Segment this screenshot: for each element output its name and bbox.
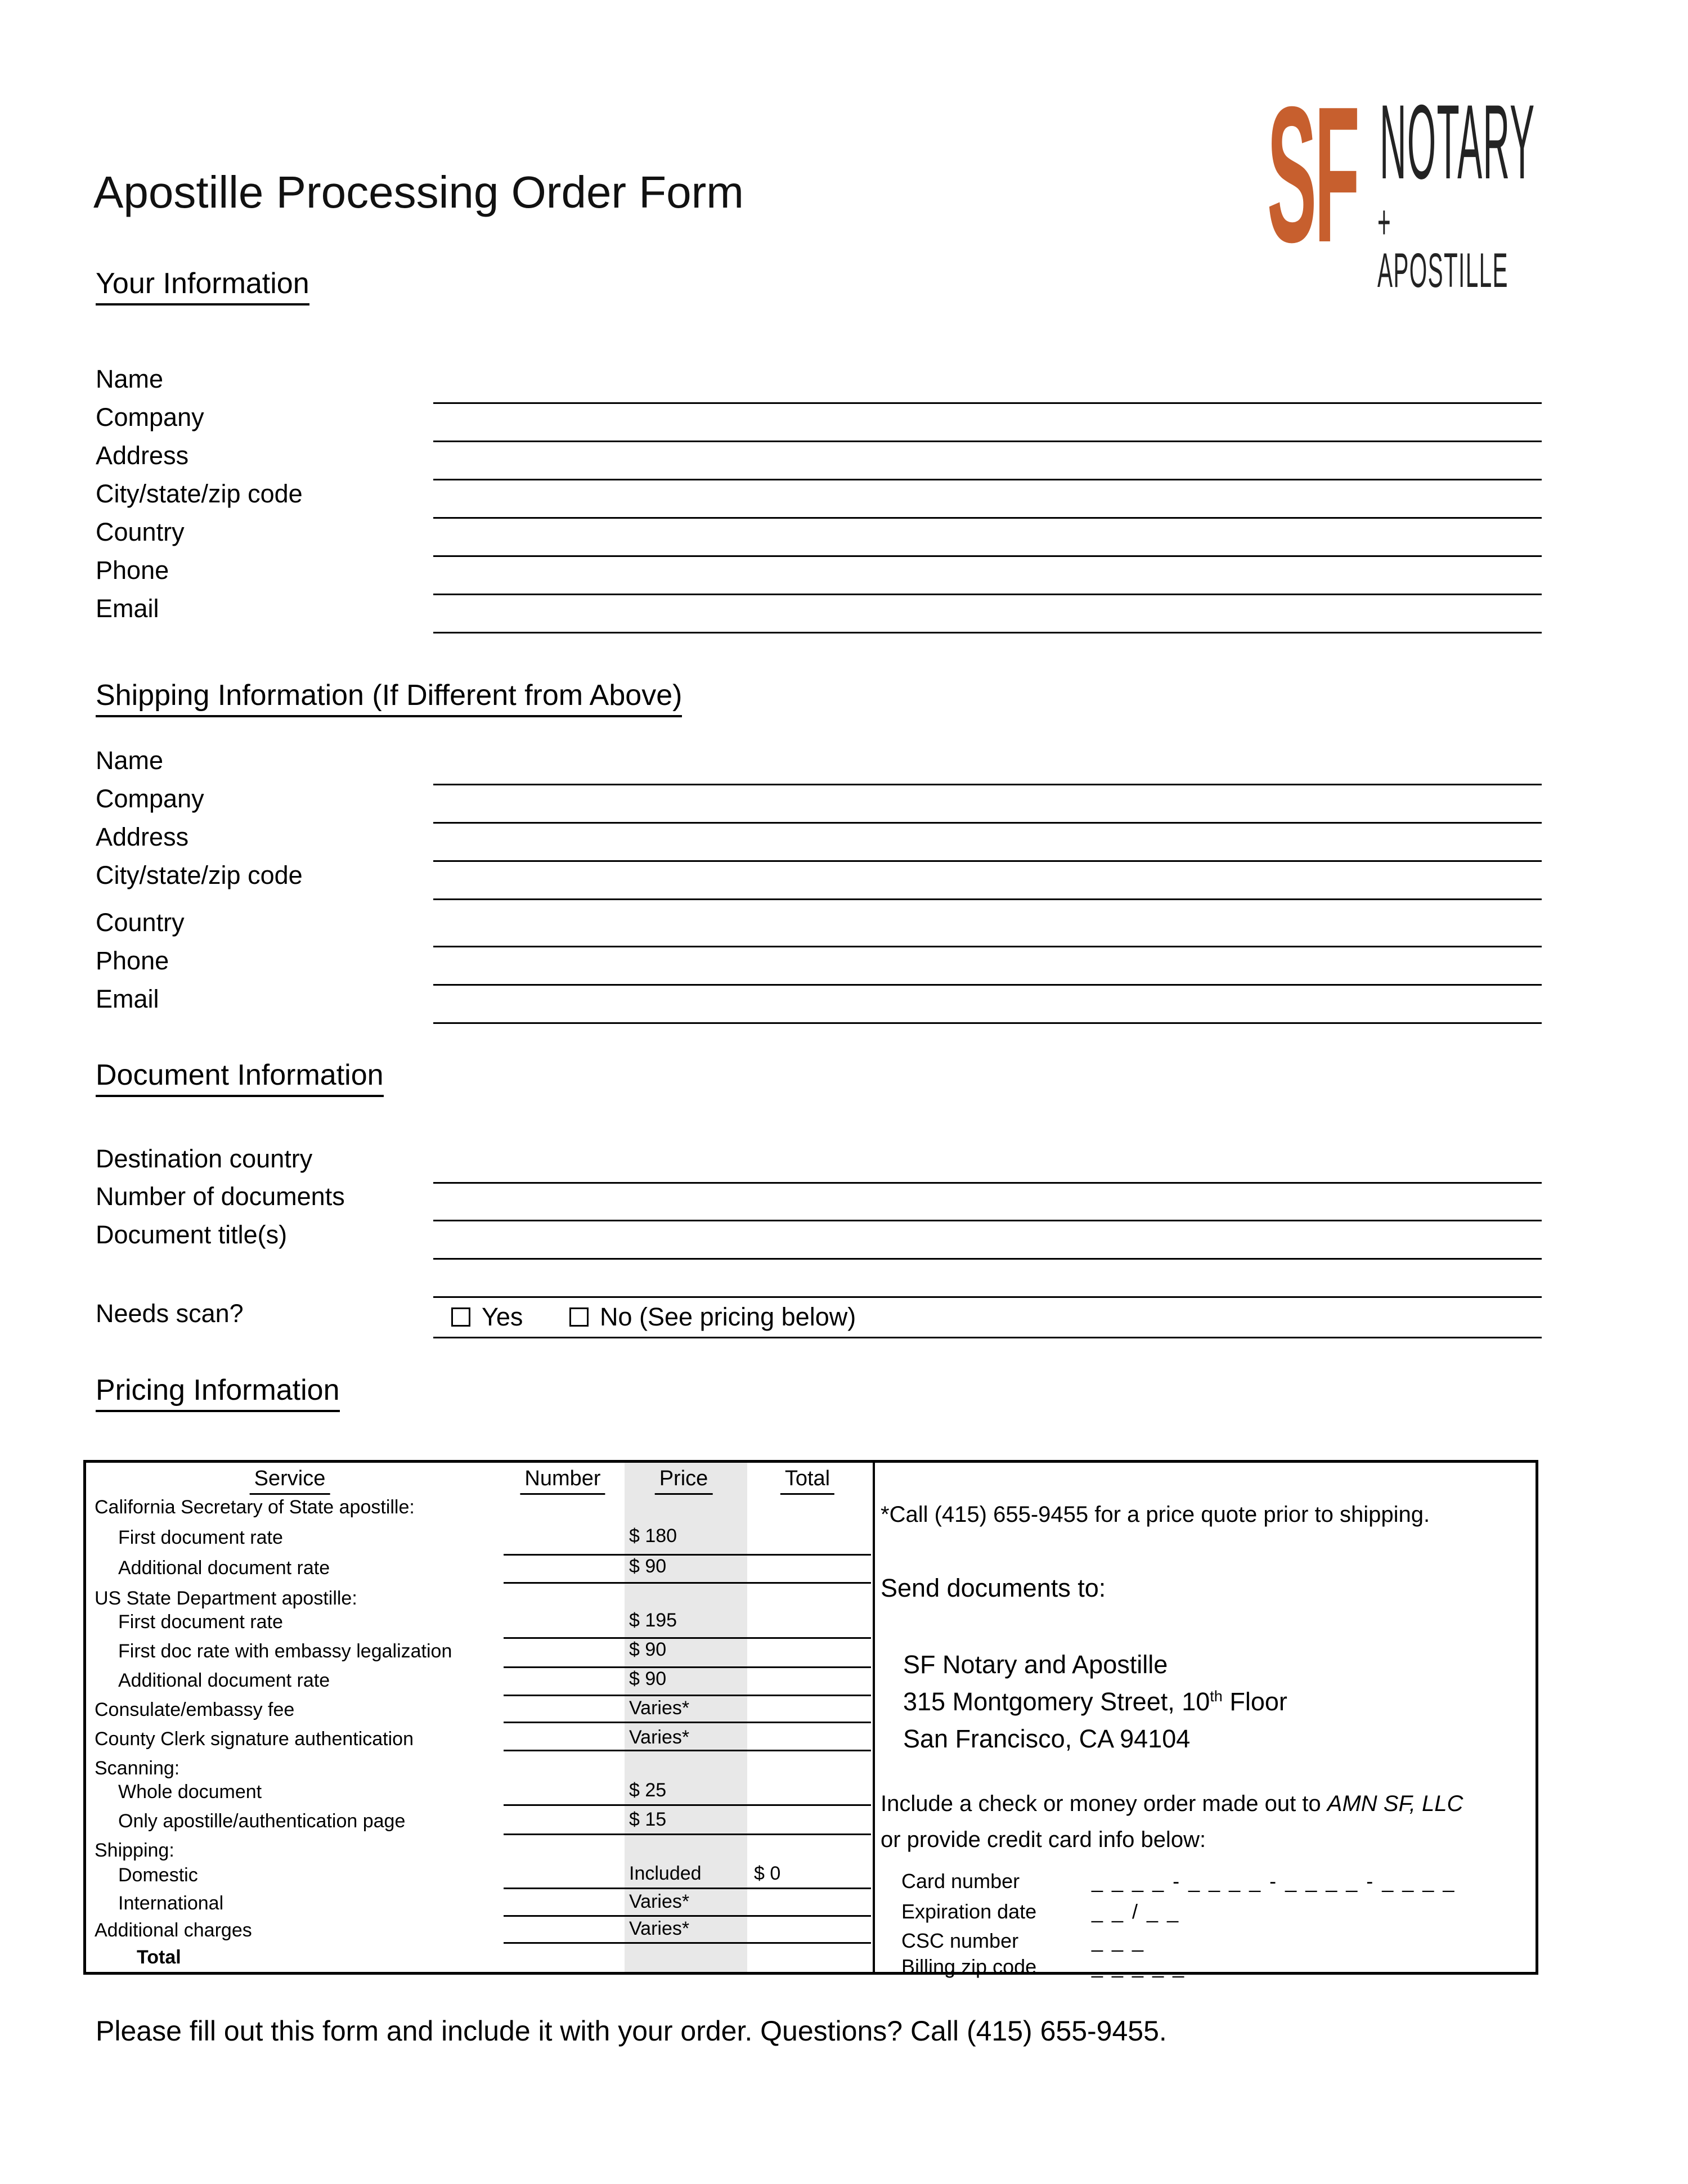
shipping-info-phone-label: Phone	[96, 946, 169, 975]
pricing-information-heading: Pricing Information	[96, 1376, 340, 1412]
your-info-company-input-line[interactable]	[433, 441, 1542, 442]
price-row-service-first-document-rate: First document rate	[118, 1611, 283, 1633]
price-row-number-fill-line-4[interactable]	[504, 1637, 871, 1639]
price-row-service-county-clerk-signature-authentication: County Clerk signature authentication	[95, 1728, 414, 1750]
price-row-price-county-clerk-signature-authentication-8: Varies*	[629, 1727, 690, 1748]
needs-scan-label: Needs scan?	[96, 1299, 244, 1328]
card-field-expiration-date-label: Expiration date	[901, 1900, 1037, 1923]
card-field-billing-zip-code-label: Billing zip code	[901, 1955, 1037, 1978]
payment-instructions-line2: or provide credit card info below:	[881, 1827, 1206, 1852]
price-col-header-number: Number	[520, 1468, 605, 1495]
price-row-price-first-doc-rate-with-embassy-legalization-5: $ 90	[629, 1639, 667, 1660]
shipping-info-city-state-zip-code-input-line[interactable]	[433, 898, 1542, 900]
price-row-number-fill-line-7[interactable]	[504, 1722, 871, 1723]
send-documents-label: Send documents to:	[881, 1574, 1106, 1602]
shipping-info-country-input-line[interactable]	[433, 946, 1542, 947]
document-info-number-of-documents-label: Number of documents	[96, 1182, 345, 1211]
price-row-price-first-document-rate-4: $ 195	[629, 1610, 677, 1631]
price-row-service-additional-charges: Additional charges	[95, 1920, 252, 1941]
price-row-number-fill-line-6[interactable]	[504, 1695, 871, 1696]
your-info-email-label: Email	[96, 594, 159, 623]
pricing-table-border	[83, 1460, 1538, 1978]
price-row-number-fill-line-14[interactable]	[504, 1915, 871, 1917]
price-row-service-scanning: Scanning:	[95, 1758, 180, 1779]
price-row-price-consulate-embassy-fee-7: Varies*	[629, 1697, 690, 1719]
price-row-price-first-document-rate-1: $ 180	[629, 1525, 677, 1547]
shipping-info-name-label: Name	[96, 746, 164, 775]
your-info-name-input-line[interactable]	[433, 402, 1542, 404]
your-info-company-label: Company	[96, 403, 204, 432]
card-field-expiration-date-blank[interactable]: _ _ / _ _	[1092, 1900, 1180, 1923]
payee-name: AMN SF, LLC	[1327, 1791, 1463, 1816]
price-row-number-fill-line-11[interactable]	[504, 1834, 871, 1835]
page-title: Apostille Processing Order Form	[93, 167, 744, 217]
card-field-csc-number-label: CSC number	[901, 1929, 1019, 1952]
shipping-info-company-input-line[interactable]	[433, 822, 1542, 824]
price-row-number-fill-line-5[interactable]	[504, 1666, 871, 1668]
your-info-country-label: Country	[96, 518, 185, 546]
price-row-number-fill-line-13[interactable]	[504, 1888, 871, 1889]
price-row-service-additional-document-rate: Additional document rate	[118, 1670, 330, 1691]
price-row-price-international-14: Varies*	[629, 1891, 690, 1912]
payment-instructions-line1	[881, 1792, 1463, 1815]
mailing-address-name: SF Notary and Apostille	[903, 1650, 1168, 1679]
price-row-price-additional-document-rate-2: $ 90	[629, 1556, 667, 1577]
needs-scan-no-checkbox[interactable]	[569, 1307, 589, 1327]
your-info-city-state-zip-code-label: City/state/zip code	[96, 479, 303, 508]
price-row-price-whole-document-10: $ 25	[629, 1779, 667, 1801]
needs-scan-yes-checkbox[interactable]	[451, 1307, 470, 1327]
price-row-service-domestic: Domestic	[118, 1864, 198, 1886]
document-info-destination-country-input-line[interactable]	[433, 1182, 1542, 1184]
shipping-info-name-input-line[interactable]	[433, 784, 1542, 785]
price-col-header-service: Service	[250, 1468, 330, 1495]
your-info-address-label: Address	[96, 441, 189, 470]
your-info-city-state-zip-code-input-line[interactable]	[433, 517, 1542, 519]
price-row-total-domestic: $ 0	[754, 1863, 781, 1884]
shipping-info-email-label: Email	[96, 985, 159, 1013]
price-row-price-domestic-13: Included	[629, 1863, 702, 1884]
shipping-info-city-state-zip-code-label: City/state/zip code	[96, 861, 303, 889]
price-row-number-fill-line-15[interactable]	[504, 1942, 871, 1944]
price-row-number-fill-line-10[interactable]	[504, 1804, 871, 1806]
shipping-info-address-label: Address	[96, 823, 189, 851]
your-information-heading: Your Information	[96, 269, 309, 305]
needs-scan-no-label: No (See pricing below)	[600, 1302, 856, 1331]
shipping-quote-note: *Call (415) 655-9455 for a price quote prior to shipping.	[881, 1502, 1430, 1527]
price-row-price-additional-document-rate-6: $ 90	[629, 1668, 667, 1689]
logo-notary-text: NOTARY	[1380, 83, 1536, 201]
price-row-service-first-doc-rate-with-embassy-legalization: First doc rate with embassy legalization	[118, 1641, 452, 1662]
card-field-card-number-blank[interactable]: _ _ _ _ - _ _ _ _ - _ _ _ _ - _ _ _ _	[1092, 1870, 1456, 1893]
shipping-information-heading: Shipping Information (If Different from Above)	[96, 681, 682, 717]
card-field-csc-number-blank[interactable]: _ _ _	[1092, 1929, 1146, 1952]
street-ordinal-superscript: th	[1210, 1688, 1223, 1705]
document-info-number-of-documents-input-line[interactable]	[433, 1220, 1542, 1221]
price-col-header-price: Price	[655, 1468, 713, 1495]
price-row-service-whole-document: Whole document	[118, 1781, 262, 1803]
price-row-service-total: Total	[137, 1947, 181, 1968]
card-field-card-number-label: Card number	[901, 1870, 1020, 1893]
mailing-address-city: San Francisco, CA 94104	[903, 1724, 1191, 1753]
card-field-billing-zip-code-blank[interactable]: _ _ _ _ _	[1092, 1955, 1186, 1978]
your-info-phone-input-line[interactable]	[433, 594, 1542, 595]
street-suffix: Floor	[1222, 1687, 1287, 1716]
shipping-info-country-label: Country	[96, 908, 185, 937]
price-row-service-consulate-embassy-fee: Consulate/embassy fee	[95, 1699, 295, 1720]
needs-scan-yes-label: Yes	[482, 1302, 523, 1331]
price-row-service-shipping: Shipping:	[95, 1840, 174, 1861]
document-info-document-title-s-label: Document title(s)	[96, 1220, 288, 1249]
mailing-address-street	[903, 1689, 1287, 1714]
your-info-email-input-line[interactable]	[433, 632, 1542, 633]
shipping-info-company-label: Company	[96, 784, 204, 813]
price-row-number-fill-line-2[interactable]	[504, 1582, 871, 1584]
price-row-service-us-state-department-apostille: US State Department apostille:	[95, 1588, 357, 1609]
price-row-service-international: International	[118, 1893, 224, 1914]
price-col-header-total: Total	[780, 1468, 834, 1495]
footer-instructions: Please fill out this form and include it with your order. Questions? Call (415) 655-9455.	[96, 2015, 1167, 2047]
price-row-price-only-apostille-authentication-page-11: $ 15	[629, 1809, 667, 1830]
logo-plus-apostille-text: + APOSTILLE	[1377, 195, 1509, 298]
price-row-service-california-secretary-of-state-apostille: California Secretary of State apostille:	[95, 1497, 415, 1518]
price-row-number-fill-line-8[interactable]	[504, 1750, 871, 1751]
price-row-service-first-document-rate: First document rate	[118, 1527, 283, 1548]
your-info-name-label: Name	[96, 365, 164, 393]
price-row-number-fill-line-1[interactable]	[504, 1554, 871, 1556]
your-info-country-input-line[interactable]	[433, 555, 1542, 557]
price-row-price-additional-charges-15: Varies*	[629, 1918, 690, 1939]
shipping-info-address-input-line[interactable]	[433, 860, 1542, 862]
payment-text: Include a check or money order made out to	[881, 1791, 1327, 1816]
document-info-document-titles-extra-line[interactable]	[433, 1296, 1542, 1298]
shipping-info-email-input-line[interactable]	[433, 1022, 1542, 1024]
price-row-service-only-apostille-authentication-page: Only apostille/authentication page	[118, 1810, 406, 1832]
shipping-info-phone-input-line[interactable]	[433, 984, 1542, 986]
logo-sf-monogram: SF	[1267, 67, 1358, 283]
street-text: 315 Montgomery Street, 10	[903, 1687, 1210, 1716]
pricing-table-divider	[873, 1460, 875, 1975]
document-info-document-title-s-input-line[interactable]	[433, 1258, 1542, 1260]
document-info-destination-country-label: Destination country	[96, 1144, 313, 1173]
price-row-service-additional-document-rate: Additional document rate	[118, 1557, 330, 1579]
your-info-address-input-line[interactable]	[433, 479, 1542, 480]
document-information-heading: Document Information	[96, 1060, 384, 1097]
document-info-needs-scan-answer-line[interactable]	[433, 1337, 1542, 1338]
your-info-phone-label: Phone	[96, 556, 169, 585]
